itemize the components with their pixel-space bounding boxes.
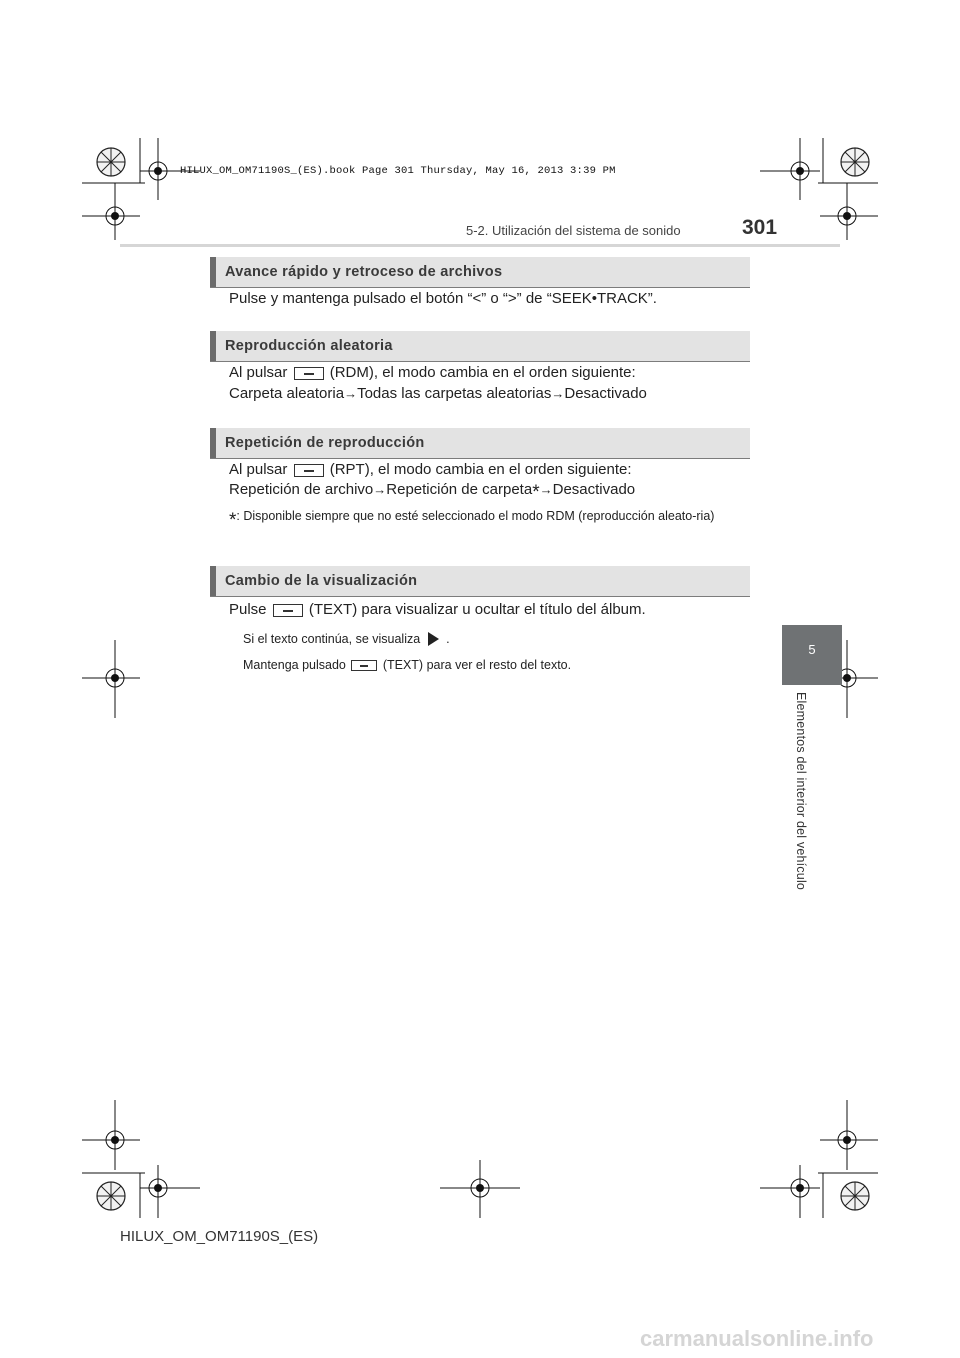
heading-text: Cambio de la visualización [225,573,418,589]
chapter-number: 5 [808,642,816,657]
section-heading-display [210,566,750,597]
continue-arrow-icon [428,632,439,646]
display-line-1 [229,601,646,618]
display-tip-1 [243,632,450,646]
tip2-pre: Mantenga pulsado [243,658,346,672]
text-button-icon [351,660,377,671]
fast-forward-text: Pulse y mantenga pulsado el botón “<” o “>” de “SEEK•TRACK”. [229,290,657,307]
footnote [229,507,749,530]
display-post: (TEXT) para visualizar u ocultar el título del álbum. [308,601,646,618]
arrow-icon: → [551,386,565,401]
repeat-line-1 [229,461,632,478]
display-tip-2 [243,658,571,672]
repeat-line-2 [229,481,636,503]
random-line-1 [229,364,636,381]
random-post: (RDM), el modo cambia en el orden siguiente: [329,364,636,381]
header-rule [120,244,840,247]
heading-bar [210,257,216,287]
heading-text: Repetición de reproducción [225,435,425,451]
text-button-icon [273,604,303,617]
rdm-button-icon [294,367,324,380]
repeat-post: (RPT), el modo cambia en el orden siguiente: [329,461,632,478]
book-stamp: HILUX_OM_OM71190S_(ES).book Page 301 Thursday, May 16, 2013 3:39 PM [180,165,616,177]
chapter-label: Elementos del interior del vehículo [794,692,808,891]
footnote-star: * [229,510,237,531]
heading-bar [210,331,216,361]
rpt-button-icon [294,464,324,477]
display-pre: Pulse [229,601,267,618]
random-line-2 [229,385,647,402]
heading-bar [210,428,216,458]
repeat-b: Repetición de carpeta [386,481,533,498]
arrow-icon: → [344,386,358,401]
random-b: Todas las carpetas aleatorias [357,385,552,402]
page-number: 301 [742,216,778,239]
section-heading-random [210,331,750,362]
repeat-pre: Al pulsar [229,461,288,478]
repeat-a: Repetición de archivo [229,481,374,498]
section-heading-repeat [210,428,750,459]
heading-bar [210,566,216,596]
tip2-post: (TEXT) para ver el resto del texto. [382,658,572,672]
tip1-post: . [446,632,450,646]
arrow-icon: → [373,482,387,497]
tip1-pre: Si el texto continúa, se visualiza [243,632,421,646]
random-a: Carpeta aleatoria [229,385,345,402]
section-title: 5-2. Utilización del sistema de sonido [466,223,681,238]
section-heading-fast-forward [210,257,750,288]
heading-text: Avance rápido y retroceso de archivos [225,264,503,280]
footnote-marker: * [532,482,540,503]
arrow-icon: → [539,482,553,497]
footer-doc-id: HILUX_OM_OM71190S_(ES) [120,1228,319,1245]
footnote-text: : Disponible siempre que no esté seleccionado el modo RDM (reproducción aleato-ria) [236,509,715,523]
heading-text: Reproducción aleatoria [225,338,393,354]
watermark: carmanualsonline.info [640,1326,874,1351]
repeat-c: Desactivado [552,481,636,498]
random-pre: Al pulsar [229,364,288,381]
random-c: Desactivado [564,385,647,402]
